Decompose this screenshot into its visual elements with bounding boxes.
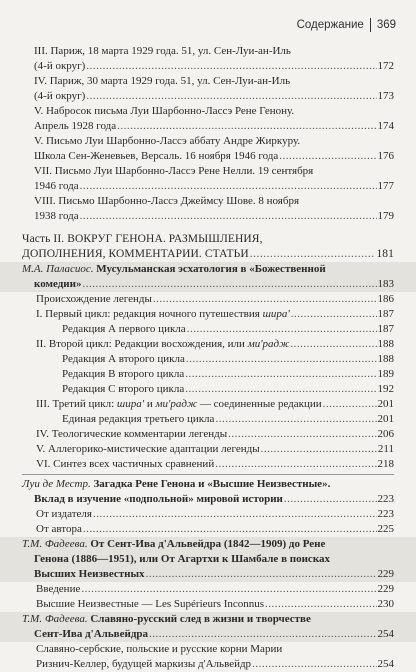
toc-line: Славяно-сербские, польские и русские корни Марии (36, 643, 283, 655)
article-author: Т.М. Фадеева. (22, 538, 88, 550)
toc-line: V. Набросок письма Луи Шарбонно-Лассэ Рене Генону. (34, 105, 295, 117)
toc-line: VIII. Письмо Шарбонно-Лассэ Джеймсу Шове. 8 ноября (34, 195, 300, 207)
toc-line: I. Первый цикл: редакция ночного путешествия шира' ..... 187 (0, 307, 416, 322)
part-title: ДОПОЛНЕНИЯ, КОММЕНТАРИИ. СТАТЬИ ..... 181 (0, 247, 416, 262)
toc-line: VII. Письмо Луи Шарбонно-Лассэ Рене Нелли. 19 сентября (34, 165, 314, 177)
running-header (297, 18, 396, 32)
toc-line: VI. Синтез всех частичных сравнений ..... 218 (0, 457, 416, 472)
header-page-number: 369 (376, 19, 396, 31)
toc-line: 1938 года ..... 179 (0, 209, 416, 224)
header-divider (370, 18, 371, 32)
toc-line: Высшие Неизвестные — Les Supérieurs Inconnus ..... 230 (0, 597, 416, 612)
article-author: Т.М. Фадеева. (22, 613, 88, 625)
header-section-title: Содержание (296, 19, 364, 31)
toc-line: V. Аллегорико-мистические адаптации легенды ..... 211 (0, 442, 416, 457)
toc-line: Введение ..... 229 (0, 582, 416, 597)
article-author: Луи де Местр. (22, 478, 91, 490)
toc-line: III. Париж, 18 марта 1929 года. 51, ул. Сен-Луи-ан-Иль (34, 45, 291, 57)
toc-line: V. Письмо Луи Шарбонно-Лассэ аббату Андре Жиркуру. (34, 135, 301, 147)
toc-line: III. Третий цикл: шира' и ми'радж — соединенные редакции ..... 201 (0, 397, 416, 412)
toc-line: II. Второй цикл: Редакции восхождения, или ми'радж ..... 188 (0, 337, 416, 352)
article-heading-fadeeva-2: Т.М. Фадеева. Славяно-русский след в жизни и творчестве Сент-Ива д'Альвейдра ..... 254 (0, 612, 416, 642)
toc-line: 1946 года ..... 177 (0, 179, 416, 194)
toc-line: Школа Сен-Женевьев, Версаль. 16 ноября 1946 года ..... 176 (0, 149, 416, 164)
article-title: Загадка Рене Генона и «Высшие Неизвестные». (90, 478, 331, 490)
toc-line: Редакция А второго цикла ..... 188 (0, 352, 416, 367)
toc-line: Редакция В второго цикла ..... 189 (0, 367, 416, 382)
article-heading-palacios: М.А. Паласиос. Мусульманская эсхатология в «Божественной комедии» ..... 183 (0, 262, 416, 292)
toc-line: Ризнич-Келлер, будущей маркизы д'Альвейдр ..... 254 (0, 657, 416, 672)
divider (22, 474, 394, 475)
part-title: Часть II. ВОКРУГ ГЕНОНА. РАЗМЫШЛЕНИЯ, (22, 233, 263, 245)
table-of-contents (0, 44, 416, 672)
article-heading-maistre: Луи де Местр. Загадка Рене Генона и «Высшие Неизвестные». Вклад в изучение «подпольной» мировой истории ..... 223 (0, 477, 416, 507)
toc-line: IV. Париж, 30 марта 1929 года. 51, ул. Сен-Луи-ан-Иль (34, 75, 291, 87)
article-heading-fadeeva-1: Т.М. Фадеева. От Сент-Ива д'Альвейдра (1842—1909) до Рене Генона (1886—1951), или От Агартхи к Шамбале в поисках Высших Неизвестных ..... 229 (0, 537, 416, 582)
article-author: М.А. Паласиос. (22, 263, 94, 275)
toc-line: (4-й округ) ..... 173 (0, 89, 416, 104)
toc-line: (4-й округ) ..... 172 (0, 59, 416, 74)
toc-line: Редакция А первого цикла ..... 187 (0, 322, 416, 337)
toc-line: Редакция С второго цикла ..... 192 (0, 382, 416, 397)
toc-line: Апрель 1928 года ..... 174 (0, 119, 416, 134)
article-title: От Сент-Ива д'Альвейдра (1842—1909) до Рене (87, 538, 326, 550)
toc-line: IV. Теологические комментарии легенды ..... 206 (0, 427, 416, 442)
toc-line: От издателя ..... 223 (0, 507, 416, 522)
toc-line: От автора ..... 225 (0, 522, 416, 537)
toc-line: Происхождение легенды ..... 186 (0, 292, 416, 307)
article-title: Мусульманская эсхатология в «Божественной (93, 263, 326, 275)
article-title: Славяно-русский след в жизни и творчестве (87, 613, 311, 625)
toc-line: Единая редакция третьего цикла ..... 201 (0, 412, 416, 427)
